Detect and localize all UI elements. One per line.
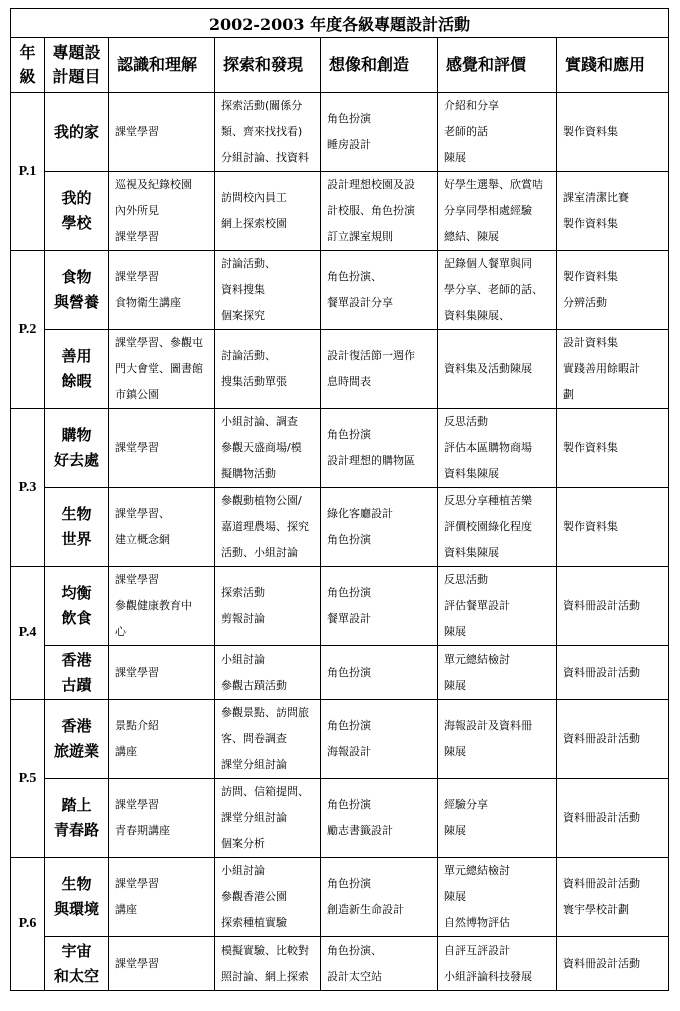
cell-application: 資料冊設計活動 [557,646,669,700]
grade-label: P.2 [11,251,45,409]
cell-exploration: 訪問、信箱提問、 課堂分組討論 個案分析 [215,779,321,858]
cell-exploration: 模擬實驗、比較對 照討論、網上探索 [215,937,321,991]
grade-label: P.5 [11,700,45,858]
cell-understanding: 課堂學習 青春期講座 [109,779,215,858]
cell-understanding: 課堂學習 講座 [109,858,215,937]
topic-name: 香港 旅遊業 [45,700,109,779]
grade-label: P.4 [11,567,45,700]
cell-application: 製作資料集 [557,488,669,567]
table-row [11,488,669,567]
grade-label: P.3 [11,409,45,567]
header-grade: 年 級 [11,38,45,93]
table-row [11,567,669,646]
cell-understanding: 課堂學習 [109,93,215,172]
cell-application: 資料冊設計活動 [557,937,669,991]
header-exploration: 探索和發現 [215,38,321,93]
cell-creation: 設計理想校園及設 計校服、角色扮演 訂立課室規則 [321,172,438,251]
cell-evaluation: 反思活動 評估餐單設計 陳展 [438,567,557,646]
cell-evaluation: 反思分享種植苦樂 評價校園綠化程度 資料集陳展 [438,488,557,567]
cell-evaluation: 介紹和分享 老師的話 陳展 [438,93,557,172]
header-creation: 想像和創造 [321,38,438,93]
cell-exploration: 探索活動 剪報討論 [215,567,321,646]
cell-understanding: 課堂學習 [109,409,215,488]
topic-name: 食物 與營養 [45,251,109,330]
table-body [11,93,669,991]
topic-name: 我的 學校 [45,172,109,251]
cell-evaluation: 好學生選舉、欣賞咭 分享同學相處經驗 總結、陳展 [438,172,557,251]
cell-creation: 綠化客廳設計 角色扮演 [321,488,438,567]
cell-evaluation: 單元總結檢討 陳展 自然博物評估 [438,858,557,937]
table-row [11,937,669,991]
cell-exploration: 探索活動(關係分 類、齊來找找看) 分組討論、找資料 [215,93,321,172]
cell-creation: 角色扮演 睡房設計 [321,93,438,172]
cell-evaluation: 反思活動 評估本區購物商場 資料集陳展 [438,409,557,488]
cell-exploration: 小組討論 參觀古蹟活動 [215,646,321,700]
table-row [11,858,669,937]
table-row [11,93,669,172]
cell-exploration: 小組討論 參觀香港公園 探索種植實驗 [215,858,321,937]
cell-creation: 角色扮演、 餐單設計分享 [321,251,438,330]
table-row [11,330,669,409]
topic-name: 生物 與環境 [45,858,109,937]
cell-evaluation: 海報設計及資料冊 陳展 [438,700,557,779]
cell-application: 製作資料集 [557,409,669,488]
cell-exploration: 參觀動植物公園/ 嘉道理農場、探究 活動、小組討論 [215,488,321,567]
activity-table [10,8,669,991]
cell-application: 資料冊設計活動 [557,567,669,646]
topic-name: 善用 餘暇 [45,330,109,409]
cell-application: 製作資料集 分辨活動 [557,251,669,330]
cell-application: 課室清潔比賽 製作資料集 [557,172,669,251]
cell-understanding: 課堂學習 參觀健康教育中 心 [109,567,215,646]
cell-creation: 角色扮演 [321,646,438,700]
cell-exploration: 討論活動、 搜集活動單張 [215,330,321,409]
cell-creation: 角色扮演 創造新生命設計 [321,858,438,937]
topic-name: 宇宙 和太空 [45,937,109,991]
cell-application: 資料冊設計活動 寰宇學校計劃 [557,858,669,937]
cell-application: 資料冊設計活動 [557,700,669,779]
cell-exploration: 訪問校內員工 網上探索校園 [215,172,321,251]
cell-creation: 角色扮演 海報設計 [321,700,438,779]
cell-understanding: 景點介紹 講座 [109,700,215,779]
topic-name: 生物 世界 [45,488,109,567]
cell-evaluation: 資料集及活動陳展 [438,330,557,409]
cell-creation: 角色扮演、 設計太空站 [321,937,438,991]
header-understanding: 認識和理解 [109,38,215,93]
cell-exploration: 小組討論、調查 參觀天盛商場/模 擬購物活動 [215,409,321,488]
topic-name: 購物 好去處 [45,409,109,488]
cell-creation: 角色扮演 勵志書籤設計 [321,779,438,858]
cell-application: 設計資料集 實踐善用餘暇計 劃 [557,330,669,409]
table-row [11,409,669,488]
header-evaluation: 感覺和評價 [438,38,557,93]
grade-label: P.1 [11,93,45,251]
cell-evaluation: 記錄個人餐單與同 學分享、老師的話、 資料集陳展、 [438,251,557,330]
cell-exploration: 討論活動、 資料搜集 個案探究 [215,251,321,330]
table-title: 2002-2003 年度各級專題設計活動 [11,9,669,38]
cell-understanding: 巡視及紀錄校園 內外所見 課堂學習 [109,172,215,251]
topic-name: 踏上 青春路 [45,779,109,858]
table-row [11,172,669,251]
header-topic: 專題設 計題目 [45,38,109,93]
topic-name: 我的家 [45,93,109,172]
table-row [11,779,669,858]
cell-understanding: 課堂學習 [109,646,215,700]
cell-understanding: 課堂學習 [109,937,215,991]
cell-application: 資料冊設計活動 [557,779,669,858]
table-row [11,251,669,330]
cell-understanding: 課堂學習、 建立概念網 [109,488,215,567]
header-application: 實踐和應用 [557,38,669,93]
cell-exploration: 參觀景點、訪問旅 客、問卷調查 課堂分組討論 [215,700,321,779]
grade-label: P.6 [11,858,45,991]
table-row [11,646,669,700]
cell-evaluation: 自評互評設計 小組評論科技發展 [438,937,557,991]
topic-name: 香港 古蹟 [45,646,109,700]
cell-creation: 設計復活節一週作 息時間表 [321,330,438,409]
cell-evaluation: 經驗分享 陳展 [438,779,557,858]
cell-creation: 角色扮演 餐單設計 [321,567,438,646]
cell-understanding: 課堂學習 食物衛生講座 [109,251,215,330]
cell-application: 製作資料集 [557,93,669,172]
topic-name: 均衡 飲食 [45,567,109,646]
table-row [11,700,669,779]
cell-evaluation: 單元總結檢討 陳展 [438,646,557,700]
cell-creation: 角色扮演 設計理想的購物區 [321,409,438,488]
cell-understanding: 課堂學習、參觀屯 門大會堂、圖書館 市鎮公園 [109,330,215,409]
